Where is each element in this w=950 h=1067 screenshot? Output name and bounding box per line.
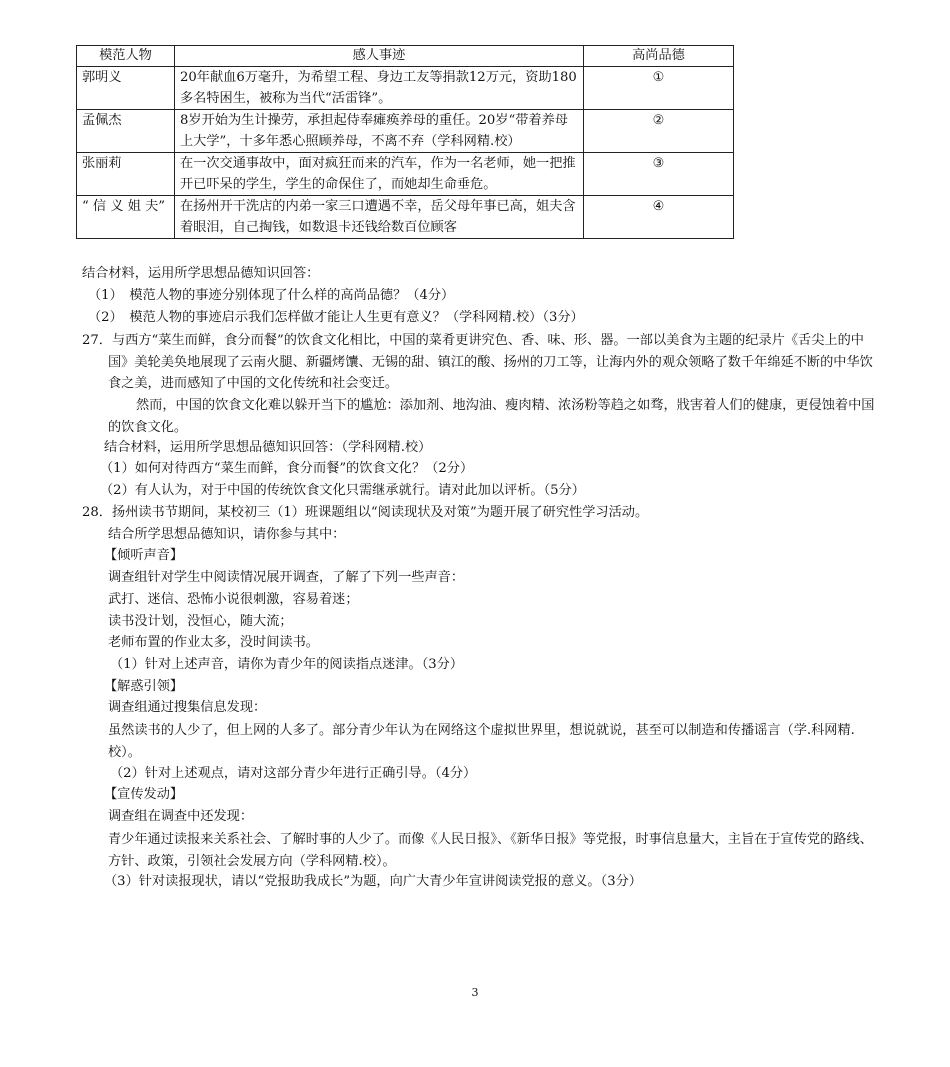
q28-voice-1: 武打、迷信、恐怖小说很刺激，容易着迷； bbox=[108, 592, 359, 607]
header-deeds: 感人事迹 bbox=[175, 46, 584, 67]
q28-sub3: （3）针对读报现状，请以“党报助我成长”为题，向广大青少年宣讲阅读党报的意义。（3分） bbox=[104, 874, 642, 889]
table-row bbox=[77, 67, 734, 110]
q28-stem: 28．扬州读书节期间，某校初三（1）班课题组以“阅读现状及对策”为题开展了研究性学习活动。 bbox=[82, 505, 649, 520]
role-model-table bbox=[76, 45, 734, 239]
section-heading-guide: 【解惑引领】 bbox=[104, 679, 184, 694]
q28-survey-line: 调查组针对学生中阅读情况展开调查，了解了下列一些声音： bbox=[108, 570, 465, 585]
q28-finding-intro-2: 调查组通过搜集信息发现： bbox=[108, 700, 267, 715]
header-name: 模范人物 bbox=[77, 46, 175, 67]
section-heading-listen: 【倾听声音】 bbox=[104, 548, 184, 563]
header-virtue: 高尚品德 bbox=[584, 46, 734, 67]
row-deeds: 8岁开始为生计操劳，承担起侍奉瘫痪养母的重任。20岁“带着养母上大学”，十多年悉心照顾养母，不离不弃（学科网精.校） bbox=[175, 110, 584, 153]
row-virtue-mark: ③ bbox=[584, 153, 734, 196]
q28-finding-3: 青少年通过读报来关系社会、了解时事的人少了。而像《人民日报》、《新华日报》等党报，时事信息量大，主旨在于宣传党的路线、方针、政策，引领社会发展方向（学科网精.校）。 bbox=[108, 832, 873, 869]
row-name: 张丽莉 bbox=[77, 153, 175, 196]
q28-sub2: （2）针对上述观点，请对这部分青少年进行正确引导。（4分） bbox=[110, 766, 477, 781]
q27-passage-1 bbox=[82, 330, 876, 395]
row-virtue-mark: ④ bbox=[584, 196, 734, 239]
table-row bbox=[77, 196, 734, 239]
table-header-row bbox=[77, 46, 734, 67]
q28-finding-intro-3: 调查组在调查中还发现： bbox=[108, 809, 254, 824]
q27-sub2: （2）有人认为，对于中国的传统饮食文化只需继承就行。请对此加以评析。（5分） bbox=[100, 483, 585, 498]
row-name: “ 信 义 姐 夫” bbox=[77, 196, 175, 239]
q26-sub2: （2） 模范人物的事迹启示我们怎样做才能让人生更有意义？（学科网精.校）（3分） bbox=[88, 310, 584, 325]
q26-sub1: （1） 模范人物的事迹分别体现了什么样的高尚品德？（4分） bbox=[88, 288, 455, 303]
row-deeds: 在扬州开干洗店的内弟一家三口遭遇不幸，岳父母年事已高，姐夫含着眼泪，自己掏钱，如数退卡还钱给数百位顾客 bbox=[175, 196, 584, 239]
page-number: 3 bbox=[471, 986, 479, 999]
q27-passage-1-text: 27．与西方“菜生而鲜，食分而餐”的饮食文化相比，中国的菜肴更讲究色、香、味、形、器。一部以美食为主题的纪录片《舌尖上的中国》美轮美奂地展现了云南火腿、新疆烤馕、无锡的甜、镇江的酸、扬州的刀工等，让海内外的观众领略了数千年绵延不断的中华饮食之美，进而感知了中国的文化传统和社会变迁。 bbox=[82, 333, 873, 391]
row-name: 郭明义 bbox=[77, 67, 175, 110]
row-virtue-mark: ② bbox=[584, 110, 734, 153]
row-deeds: 20年献血6万毫升，为希望工程、身边工友等捐款12万元，资助180多名特困生，被称为当代“活雷锋”。 bbox=[175, 67, 584, 110]
q28-voice-2: 读书没计划，没恒心，随大流； bbox=[108, 614, 293, 629]
q27-intro: 结合材料，运用所学思想品德知识回答：（学科网精.校） bbox=[104, 440, 432, 455]
row-name: 孟佩杰 bbox=[77, 110, 175, 153]
section-heading-promote: 【宣传发动】 bbox=[104, 787, 184, 802]
q26-intro: 结合材料，运用所学思想品德知识回答： bbox=[82, 266, 320, 281]
row-deeds: 在一次交通事故中，面对疯狂而来的汽车，作为一名老师，她一把推开已吓呆的学生，学生的命保住了，而她却生命垂危。 bbox=[175, 153, 584, 196]
q27-sub1: （1）如何对待西方“菜生而鲜，食分而餐”的饮食文化？（2分） bbox=[100, 461, 474, 476]
q28-finding-2: 虽然读书的人少了，但上网的人多了。部分青少年认为在网络这个虚拟世界里，想说就说，甚至可以制造和传播谣言（学.科网精.校）。 bbox=[108, 723, 855, 760]
table-row bbox=[77, 110, 734, 153]
table-row bbox=[77, 153, 734, 196]
q28-intro: 结合所学思想品德知识，请你参与其中： bbox=[108, 527, 346, 542]
q27-passage-2: 然而，中国的饮食文化难以躲开当下的尴尬：添加剂、地沟油、瘦肉精、浓汤粉等趋之如骛，戕害着人们的健康，更侵蚀着中国的饮食文化。 bbox=[108, 398, 875, 435]
q28-voice-3: 老师布置的作业太多，没时间读书。 bbox=[108, 635, 319, 650]
row-virtue-mark: ① bbox=[584, 67, 734, 110]
q28-sub1: （1）针对上述声音，请你为青少年的阅读指点迷津。（3分） bbox=[110, 657, 464, 672]
